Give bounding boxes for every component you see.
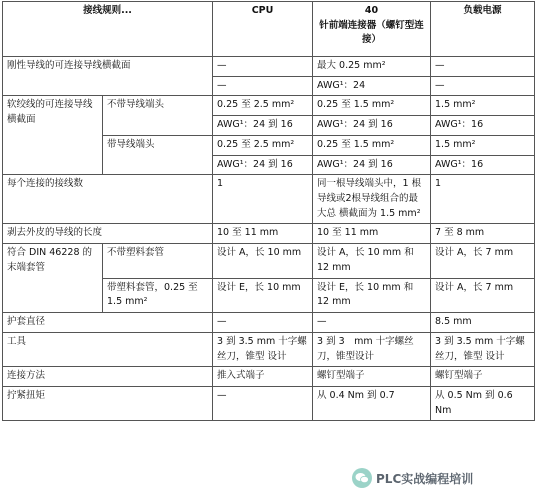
cell-load: AWG¹：16 [431, 116, 535, 136]
header-front-connector-name: 针前端连接器（螺钉型连接） [319, 19, 424, 46]
sub-label-with-collar: 带塑料套管，0.25 至 1.5 mm² [103, 278, 213, 312]
table-row [3, 367, 535, 387]
table-row [3, 57, 535, 77]
cell-cpu: 10 至 11 mm [213, 224, 313, 244]
table-header-row [3, 2, 535, 57]
sub-label-with-ferrule: 带导线端头 [103, 135, 213, 174]
cell-connector: 螺钉型端子 [313, 367, 431, 387]
cell-load: 3 到 3.5 mm 十字螺丝刀，锥型 设计 [431, 332, 535, 366]
cell-load: 设计 A，长 7 mm [431, 244, 535, 278]
row-label-wires-per-connection: 每个连接的接线数 [3, 175, 213, 224]
table-row [3, 244, 535, 278]
header-front-connector-count: 40 [364, 5, 379, 16]
cell-cpu: 0.25 至 2.5 mm² [213, 96, 313, 116]
cell-connector: 10 至 11 mm [313, 224, 431, 244]
table-row [3, 332, 535, 366]
row-label-torque: 拧紧扭矩 [3, 386, 213, 420]
cell-connector: 0.25 至 1.5 mm² [313, 135, 431, 155]
cell-connector: 3 到 3 mm 十字螺丝刀，锥型设计 [313, 332, 431, 366]
row-label-rigid: 刚性导线的可连接导线横截面 [3, 57, 213, 96]
cell-cpu: 3 到 3.5 mm 十字螺丝刀，锥型 设计 [213, 332, 313, 366]
cell-load: 1.5 mm² [431, 135, 535, 155]
cell-load: — [431, 57, 535, 77]
wiring-rules-table [2, 1, 535, 421]
cell-connector: 0.25 至 1.5 mm² [313, 96, 431, 116]
wechat-icon [352, 468, 372, 488]
cell-load: 从 0.5 Nm 到 0.6 Nm [431, 386, 535, 420]
watermark-text: PLC实战编程培训 [376, 471, 474, 486]
cell-load: 8.5 mm [431, 313, 535, 333]
cell-connector: AWG¹：24 到 16 [313, 116, 431, 136]
cell-load: 7 至 8 mm [431, 224, 535, 244]
row-label-flex: 软绞线的可连接导线横截面 [3, 96, 103, 175]
cell-load: AWG¹：16 [431, 155, 535, 175]
cell-cpu: — [213, 313, 313, 333]
cell-load: 1 [431, 175, 535, 224]
table-row [3, 224, 535, 244]
cell-cpu: — [213, 57, 313, 77]
cell-load: 1.5 mm² [431, 96, 535, 116]
cell-load: 螺钉型端子 [431, 367, 535, 387]
cell-load: 设计 A，长 7 mm [431, 278, 535, 312]
table-row [3, 313, 535, 333]
row-label-connection-method: 连接方法 [3, 367, 213, 387]
cell-connector: 设计 E，长 10 mm 和 12 mm [313, 278, 431, 312]
cell-connector: 同一根导线端头中，1 根导线或2根导线组合的最大总 横截面为 1.5 mm² [313, 175, 431, 224]
table-row [3, 175, 535, 224]
cell-cpu: AWG¹：24 到 16 [213, 116, 313, 136]
table-row [3, 386, 535, 420]
cell-cpu: — [213, 386, 313, 420]
cell-cpu: AWG¹：24 到 16 [213, 155, 313, 175]
cell-connector: 从 0.4 Nm 到 0.7 [313, 386, 431, 420]
cell-cpu: 推入式端子 [213, 367, 313, 387]
watermark [352, 463, 534, 493]
table-row [3, 96, 535, 116]
cell-cpu: — [213, 76, 313, 96]
row-label-tools: 工具 [3, 332, 213, 366]
sub-label-no-ferrule: 不带导线端头 [103, 96, 213, 135]
cell-connector: 最大 0.25 mm² [313, 57, 431, 77]
sub-label-no-collar: 不带塑料套管 [103, 244, 213, 278]
cell-load: — [431, 76, 535, 96]
cell-cpu: 0.25 至 2.5 mm² [213, 135, 313, 155]
row-label-strip-length: 剥去外皮的导线的长度 [3, 224, 213, 244]
cell-connector: 设计 A，长 10 mm 和 12 mm [313, 244, 431, 278]
header-load-power: 负载电源 [431, 2, 535, 57]
header-front-connector [313, 2, 431, 57]
cell-connector: — [313, 313, 431, 333]
row-label-sleeve-diameter: 护套直径 [3, 313, 213, 333]
cell-cpu: 设计 A，长 10 mm [213, 244, 313, 278]
row-label-din: 符合 DIN 46228 的末端套管 [3, 244, 103, 313]
cell-connector: AWG¹：24 到 16 [313, 155, 431, 175]
cell-cpu: 1 [213, 175, 313, 224]
header-wiring-rules: 接线规则... [3, 2, 213, 57]
header-cpu: CPU [213, 2, 313, 57]
cell-connector: AWG¹：24 [313, 76, 431, 96]
cell-cpu: 设计 E，长 10 mm [213, 278, 313, 312]
